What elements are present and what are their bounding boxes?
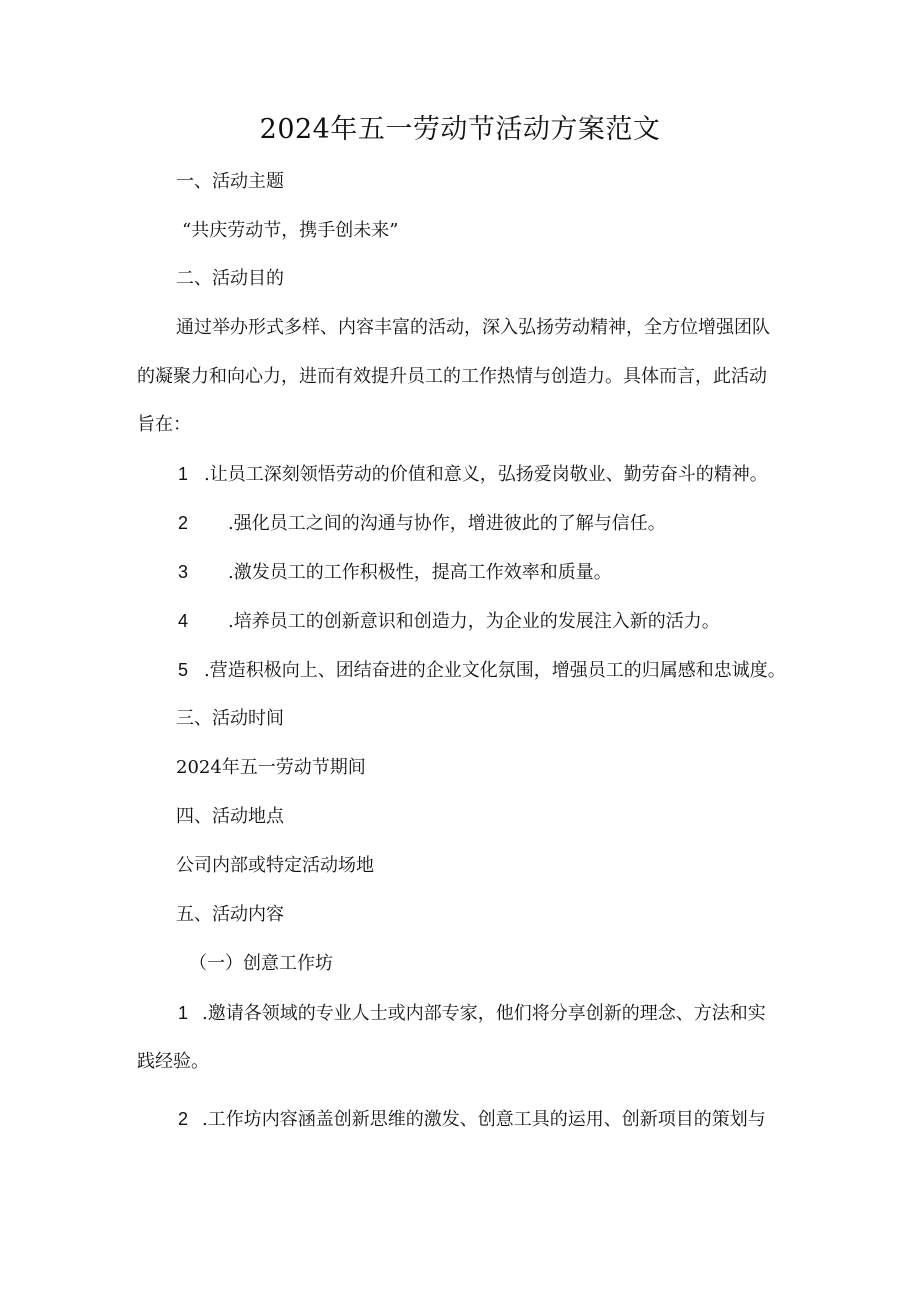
purpose-item-number: 4	[178, 611, 189, 631]
section-1-heading: 一、活动主题	[176, 171, 284, 192]
activity-theme: “共庆劳动节，携手创未来”	[182, 220, 399, 241]
purpose-item	[178, 657, 786, 684]
workshop-subheading: （一）创意工作坊	[189, 953, 333, 974]
purpose-item-text: .培养员工的创新意识和创造力，为企业的发展注入新的活力。	[228, 611, 720, 632]
purpose-item-number: 2	[178, 513, 189, 533]
section-5-heading: 五、活动内容	[176, 904, 284, 925]
purpose-paragraph-line-2: 的凝聚力和向心力，进而有效提升员工的工作热情与创造力。具体而言，此活动	[137, 366, 767, 387]
workshop-item-number: 2	[178, 1109, 189, 1129]
purpose-paragraph-line-1: 通过举办形式多样、内容丰富的活动，深入弘扬劳动精神，全方位增强团队	[176, 317, 770, 338]
purpose-item-text: .激发员工的工作积极性，提高工作效率和质量。	[228, 562, 612, 583]
document-title: 2024年五一劳动节活动方案范文	[259, 114, 661, 145]
purpose-item-number: 5	[178, 660, 189, 680]
purpose-item	[178, 510, 666, 537]
section-4-heading: 四、活动地点	[176, 806, 284, 827]
purpose-item-number: 3	[178, 562, 189, 582]
purpose-paragraph-line-3: 旨在：	[137, 414, 191, 435]
purpose-item	[178, 461, 768, 488]
workshop-item-text: .工作坊内容涵盖创新思维的激发、创意工具的运用、创新项目的策划与	[202, 1109, 766, 1130]
purpose-item-text: .营造积极向上、团结奋进的企业文化氛围，增强员工的归属感和忠诚度。	[204, 660, 786, 681]
workshop-item	[178, 1106, 766, 1133]
activity-time: 2024年五一劳动节期间	[176, 757, 366, 778]
purpose-item-number: 1	[178, 464, 189, 484]
purpose-item-text: .让员工深刻领悟劳动的价值和意义，弘扬爱岗敬业、勤劳奋斗的精神。	[204, 464, 768, 485]
workshop-item	[178, 1000, 766, 1027]
workshop-item-text: .邀请各领域的专业人士或内部专家，他们将分享创新的理念、方法和实	[202, 1003, 766, 1024]
section-2-heading: 二、活动目的	[176, 268, 284, 289]
purpose-item	[178, 608, 720, 635]
purpose-item	[178, 559, 612, 586]
activity-location: 公司内部或特定活动场地	[176, 855, 374, 876]
workshop-item-number: 1	[178, 1003, 189, 1023]
section-3-heading: 三、活动时间	[176, 708, 284, 729]
workshop-item-continuation: 践经验。	[137, 1051, 209, 1072]
purpose-item-text: .强化员工之间的沟通与协作，增进彼此的了解与信任。	[228, 513, 666, 534]
